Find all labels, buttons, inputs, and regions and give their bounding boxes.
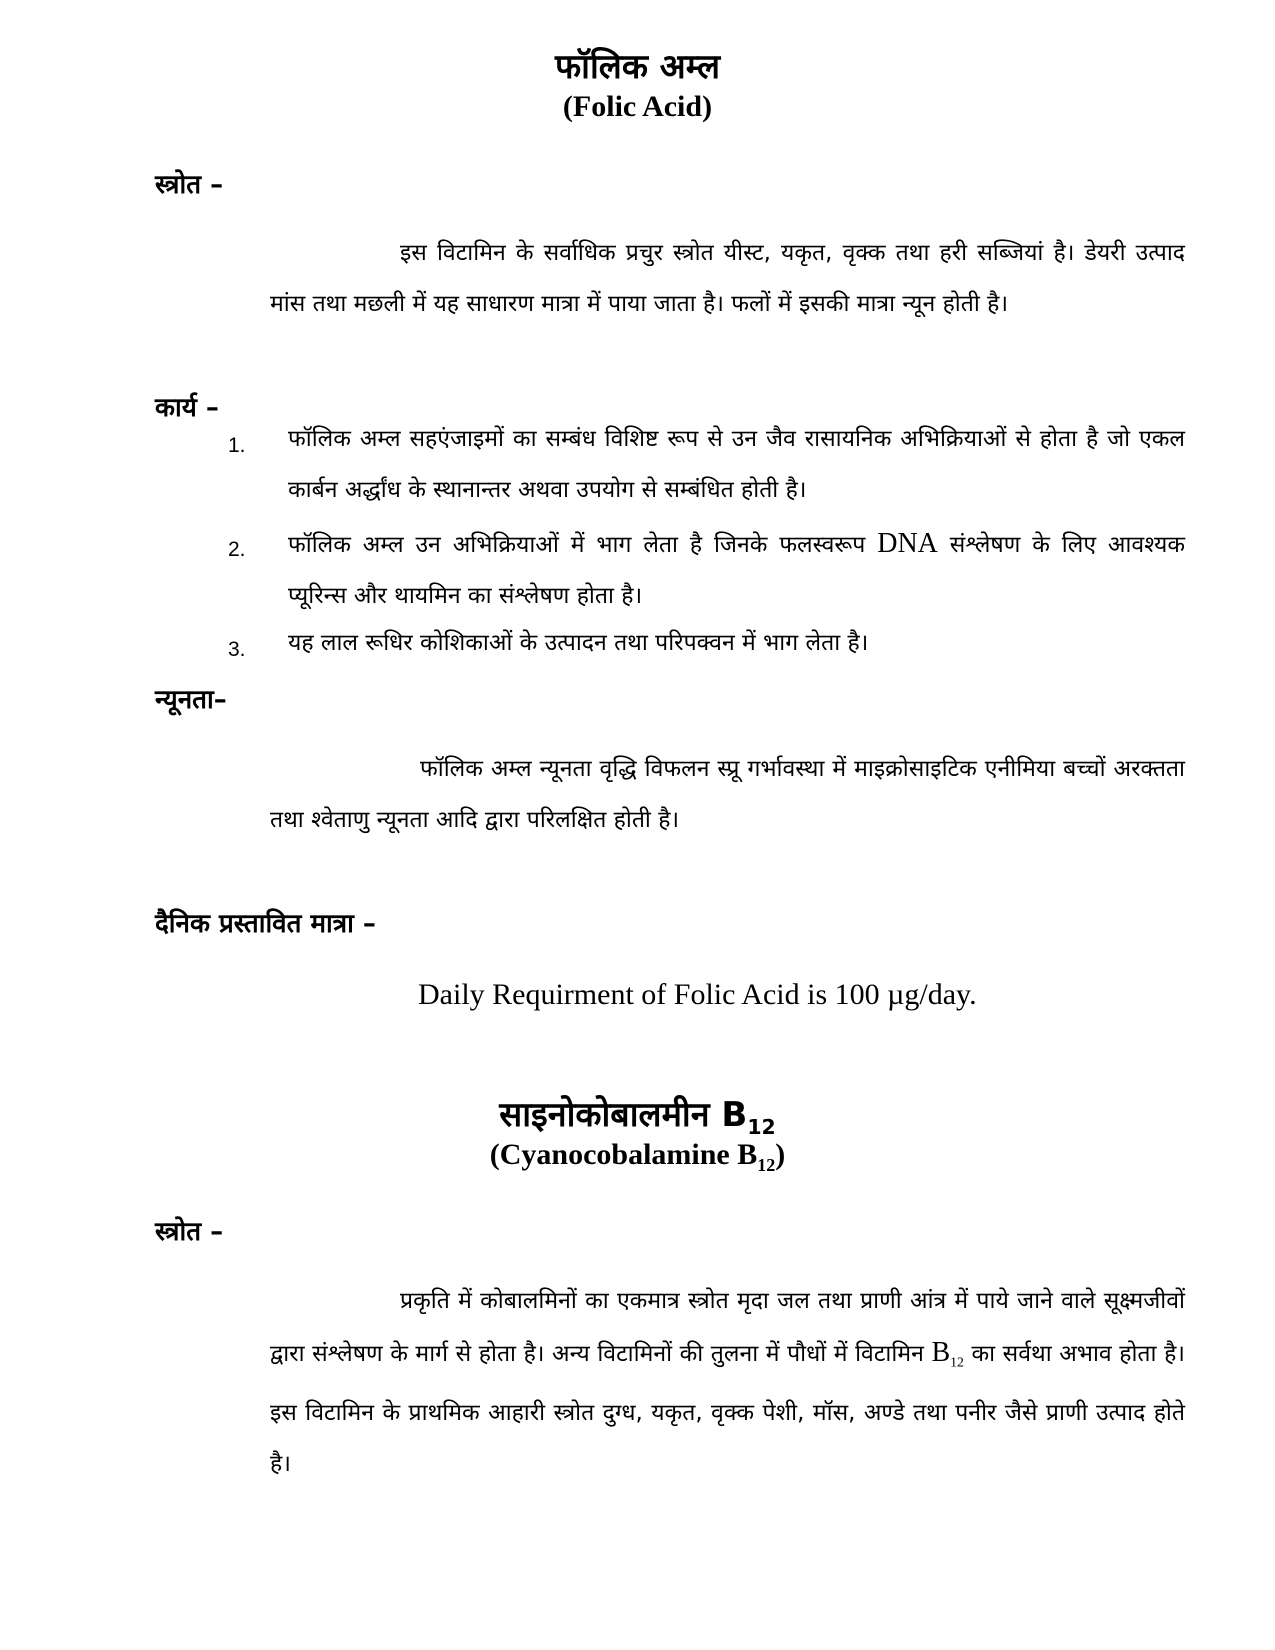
daily-dose-heading: दैनिक प्रस्तावित मात्रा – bbox=[155, 909, 376, 939]
folic-source-paragraph: इस विटामिन के सर्वाधिक प्रचुर स्त्रोत यीस्ट, यकृत, वृक्क तथा हरी सब्जियां है। डेयरी उत्पाद मांस तथा मछली में यह साधारण मात्रा में पाया जाता है। फलों में इसकी मात्रा न्यून होती है। bbox=[270, 240, 1185, 317]
b12-source-text-continued: का सर्वथा अभाव होता है। इस विटामिन के प्राथमिक आहारी स्त्रोत दुग्ध, यकृत, वृक्क पेशी, मॉस, अण्डे तथा पनीर जैसे प्राणी उत्पाद होते है। bbox=[270, 1341, 1185, 1477]
function-text: फॉलिक अम्ल सहएंजाइमों का सम्बंध विशिष्ट रूप से उन जैव रासायनिक अभिक्रियाओं से होता है जो एकल कार्बन अर्द्धांध के स्थानान्तर अथवा उपयोग से सम्बंधित होती है। bbox=[288, 426, 1185, 503]
folic-source-heading: स्त्रोत – bbox=[155, 170, 224, 200]
folic-deficiency-paragraph: फॉलिक अम्ल न्यूनता वृद्धि विफलन स्प्रू गर्भावस्था में माइक्रोसाइटिक एनीमिया बच्चों अरक्तता तथा श्वेताणु न्यूनता आदि द्वारा परिलक्षित होती है। bbox=[270, 756, 1185, 833]
folic-title-english: (Folic Acid) bbox=[562, 90, 713, 123]
function-item bbox=[288, 414, 1185, 516]
vitamin-term: B bbox=[931, 1337, 951, 1368]
subscript: 12 bbox=[950, 1354, 964, 1370]
subscript: 12 bbox=[757, 1155, 776, 1175]
b12-source-text: प्रकृति में कोबालमिनों का एकमात्र स्त्रोत मृदा जल तथा प्राणी आंत्र में पाये जाने वाले सूक्ष्मजीवों द्वारा संश्लेषण के मार्ग से होता है। अन्य विटामिनों की तुलना में पौधों में विटामिन bbox=[270, 1288, 1185, 1367]
subscript: 12 bbox=[747, 1114, 776, 1139]
b12-title-hindi bbox=[0, 1090, 1275, 1139]
daily-requirement-text: Daily Requirment of Folic Acid is 100 µg/day. bbox=[418, 978, 977, 1011]
folic-function-heading: कार्य – bbox=[155, 393, 219, 423]
b12-title-english-text: (Cyanocobalamine B bbox=[489, 1138, 758, 1171]
b12-title-hindi-text: साइनोकोबालमीन B bbox=[499, 1095, 748, 1135]
function-item bbox=[288, 518, 1185, 622]
function-text-continued: संश्लेषण के लिए आवश्यक प्यूरिन्स और थायमिन का संश्लेषण होता है। bbox=[288, 532, 1185, 609]
function-number: 1. bbox=[228, 434, 246, 457]
function-text: यह लाल रूधिर कोशिकाओं के उत्पादन तथा परिपक्वन में भाग लेता है। bbox=[288, 630, 869, 656]
b12-title-close: ) bbox=[775, 1138, 786, 1171]
function-item bbox=[288, 618, 1185, 669]
folic-deficiency-heading: न्यूनता– bbox=[155, 685, 227, 715]
folic-title-hindi: फॉलिक अम्ल bbox=[554, 47, 721, 87]
function-number: 3. bbox=[228, 638, 246, 661]
b12-source-heading: स्त्रोत – bbox=[155, 1217, 224, 1247]
function-text: फॉलिक अम्ल उन अभिक्रियाओं में भाग लेता है जिनके फलस्वरूप bbox=[288, 532, 878, 558]
b12-title-english bbox=[0, 1138, 1275, 1176]
function-number: 2. bbox=[228, 538, 246, 561]
dna-term: DNA bbox=[877, 528, 938, 559]
b12-source-paragraph bbox=[270, 1276, 1185, 1490]
